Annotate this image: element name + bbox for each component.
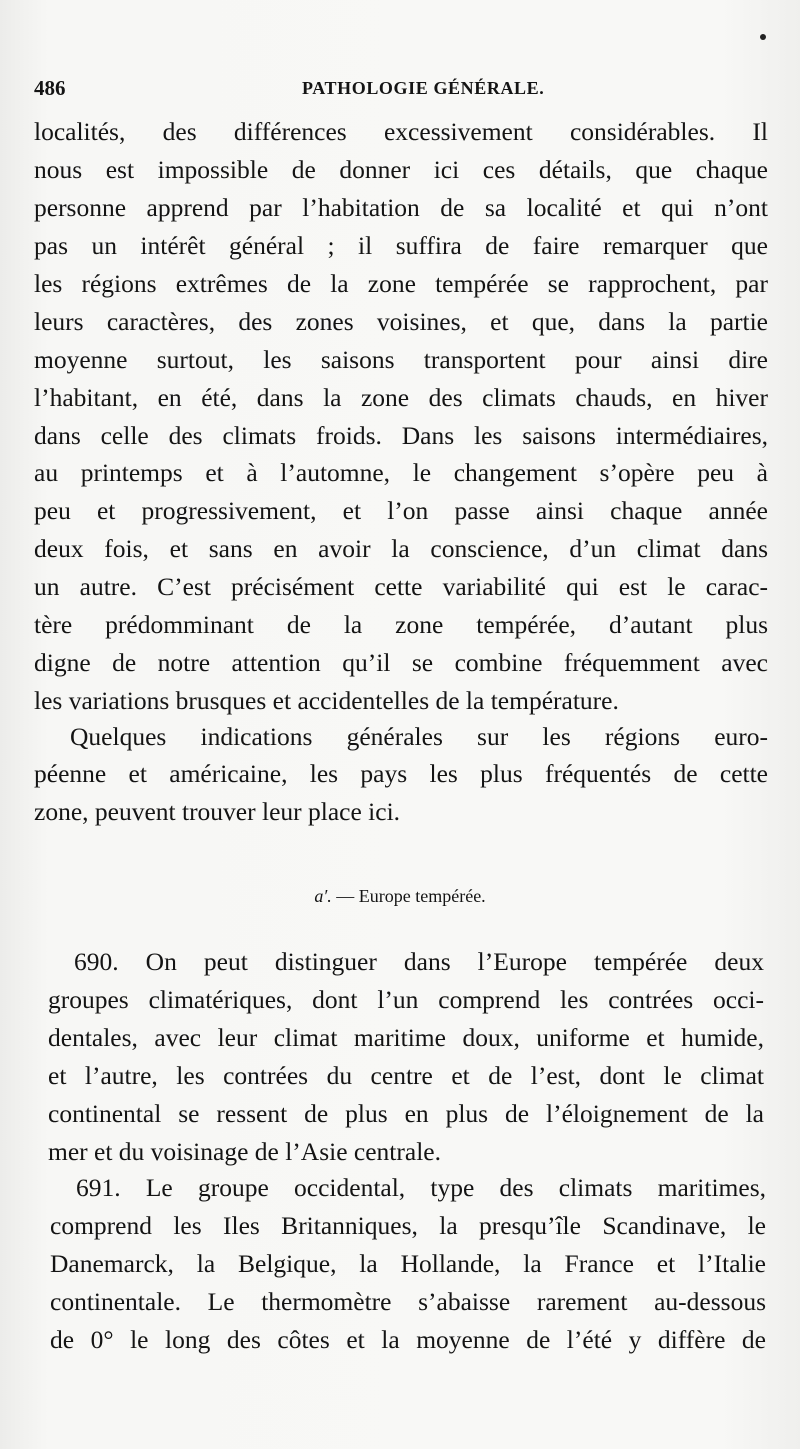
text-line: dans celle des climats froids. Dans les saisons intermédiaires, — [34, 421, 768, 450]
text-line: groupes climatériques, dont l’un comprend les contrées occi- — [48, 985, 764, 1014]
text-line: zone, peuvent trouver leur place ici. — [34, 797, 401, 826]
text-line: peu et progressivement, et l’on passe ainsi chaque année — [34, 496, 768, 525]
page-number: 486 — [34, 76, 66, 100]
text-line: moyenne surtout, les saisons transportent pour ainsi dire — [34, 345, 768, 374]
text-line: l’habitant, en été, dans la zone des climats chauds, en hiver — [34, 383, 768, 412]
text-line: un autre. C’est précisément cette variabilité qui est le carac- — [34, 572, 768, 601]
text-line: Danemarck, la Belgique, la Hollande, la France et l’Italie — [50, 1249, 766, 1278]
text-line: tère prédomminant de la zone tempérée, d’autant plus — [34, 610, 768, 639]
text-line: deux fois, et sans en avoir la conscience, d’un climat dans — [34, 534, 768, 563]
subheading-dash: — — [336, 886, 355, 906]
subheading-title: Europe tempérée. — [358, 886, 486, 906]
section-subheading — [0, 884, 800, 908]
text-line: continental se ressent de plus en plus de l’éloignement de la — [48, 1099, 764, 1128]
text-line: dentales, avec leur climat maritime doux, uniforme et humide, — [48, 1023, 764, 1052]
text-line: les variations brusques et accidentelles de la température. — [34, 686, 619, 715]
text-line: de 0° le long des côtes et la moyenne de l’été y diffère de — [50, 1325, 766, 1354]
text-line: et l’autre, les contrées du centre et de l’est, dont le climat — [48, 1061, 764, 1090]
page-header — [34, 76, 768, 104]
text-line: péenne et américaine, les pays les plus fréquentés de cette — [34, 759, 768, 788]
text-line: 690. On peut distinguer dans l’Europe tempérée deux — [74, 947, 764, 976]
text-line: digne de notre attention qu’il se combine fréquemment avec — [34, 648, 768, 677]
text-line: au printemps et à l’automne, le changement s’opère peu à — [34, 458, 768, 487]
text-line: nous est impossible de donner ici ces détails, que chaque — [34, 155, 768, 184]
text-line: les régions extrêmes de la zone tempérée se rapprochent, par — [34, 269, 768, 298]
text-line: leurs caractères, des zones voisines, et que, dans la partie — [34, 307, 768, 336]
text-line: comprend les Iles Britanniques, la presqu’île Scandinave, le — [50, 1211, 766, 1240]
text-line: mer et du voisinage de l’Asie centrale. — [48, 1137, 441, 1166]
text-line: localités, des différences excessivement considérables. Il — [34, 117, 768, 146]
text-line: 691. Le groupe occidental, type des climats maritimes, — [76, 1173, 766, 1202]
text-line: pas un intérêt général ; il suffira de faire remarquer que — [34, 231, 768, 260]
text-line: continentale. Le thermomètre s’abaisse rarement au-dessous — [50, 1287, 766, 1316]
subheading-marker: a′. — [314, 886, 332, 906]
text-line: Quelques indications générales sur les régions euro- — [70, 722, 768, 751]
ink-speck — [760, 34, 766, 40]
running-title: PATHOLOGIE GÉNÉRALE. — [302, 78, 545, 98]
text-line: personne apprend par l’habitation de sa localité et qui n’ont — [34, 193, 768, 222]
